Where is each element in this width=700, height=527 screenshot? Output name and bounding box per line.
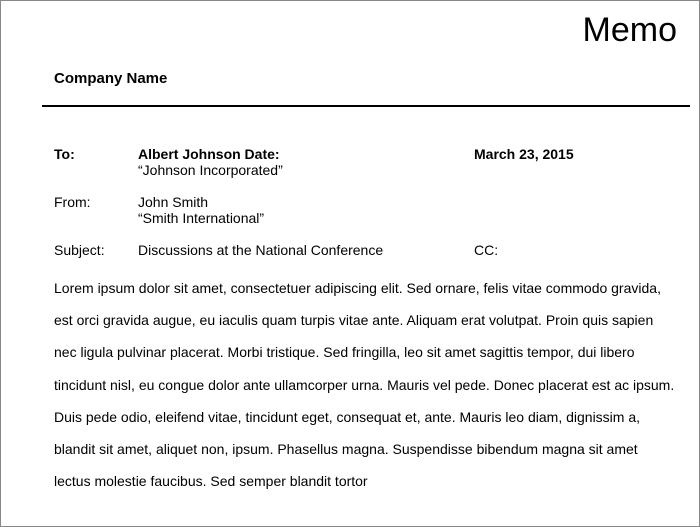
to-label: To:	[54, 146, 75, 162]
header-divider	[42, 105, 690, 107]
cc-label: CC:	[474, 242, 499, 258]
from-label: From:	[54, 194, 91, 210]
from-organization: “Smith International”	[138, 210, 265, 226]
body-line: Duis pede odio, eleifend vitae, tincidunt eget, consequat et, ante. Mauris leo diam, dignissim a,	[54, 408, 641, 425]
subject-text: Discussions at the National Conference	[138, 242, 384, 258]
memo-title: Memo	[582, 11, 677, 49]
body-line: lectus molestie faucibus. Sed semper blandit tortor	[54, 473, 368, 490]
subject-label: Subject:	[54, 242, 105, 258]
body-line: est orci gravida augue, eu iaculis quam turpis vitae ante. Aliquam erat volutpat. Proin quis sapien	[54, 312, 654, 329]
body-line: nec ligula pulvinar placerat. Morbi tristique. Sed fringilla, leo sit amet sagittis tempor, dui libero	[54, 344, 635, 361]
company-name: Company Name	[54, 70, 168, 87]
body-line: Lorem ipsum dolor sit amet, consectetuer adipiscing elit. Sed ornare, felis vitae commodo gravida,	[54, 280, 661, 296]
memo-date: March 23, 2015	[474, 146, 574, 162]
body-line: tincidunt nisl, eu congue dolor ante ullamcorper urna. Mauris vel pede. Donec placerat est ac ipsum.	[54, 376, 675, 393]
body-line: blandit sit amet, aliquet non, ipsum. Phasellus magna. Suspendisse bibendum magna sit amet	[54, 441, 638, 458]
memo-body	[54, 272, 674, 497]
to-organization: “Johnson Incorporated”	[138, 162, 283, 178]
to-name-date: Albert Johnson Date:	[138, 146, 280, 162]
from-name: John Smith	[138, 194, 209, 210]
